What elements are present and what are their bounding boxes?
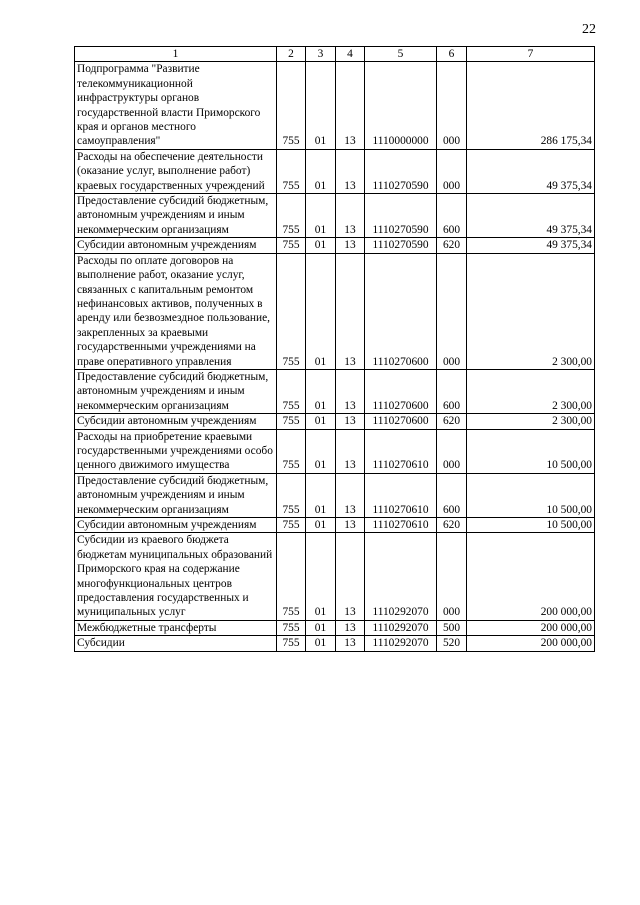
section-code-cell: 01: [306, 620, 336, 635]
section-code-cell: 01: [306, 636, 336, 651]
row-name-cell: Расходы на приобретение краевыми государственными учреждениями особо ценного движимого имущества: [75, 429, 277, 473]
ministry-code-cell: 755: [277, 636, 306, 651]
row-name-cell: Субсидии автономным учреждениям: [75, 414, 277, 429]
subsection-code-cell: 13: [336, 414, 365, 429]
ministry-code-cell: 755: [277, 620, 306, 635]
subsection-code-cell: 13: [336, 149, 365, 193]
ministry-code-cell: 755: [277, 62, 306, 149]
table-row: [75, 518, 595, 533]
ministry-code-cell: 755: [277, 238, 306, 253]
section-code-cell: 01: [306, 238, 336, 253]
ministry-code-cell: 755: [277, 429, 306, 473]
amount-cell: 2 300,00: [467, 253, 595, 369]
ministry-code-cell: 755: [277, 149, 306, 193]
amount-cell: 49 375,34: [467, 238, 595, 253]
table-body: [75, 62, 595, 651]
amount-cell: 49 375,34: [467, 149, 595, 193]
amount-cell: 286 175,34: [467, 62, 595, 149]
table-row: [75, 194, 595, 238]
header-row: [75, 47, 595, 62]
section-code-cell: 01: [306, 253, 336, 369]
target-article-cell: 1110000000: [365, 62, 437, 149]
section-code-cell: 01: [306, 429, 336, 473]
subsection-code-cell: 13: [336, 518, 365, 533]
amount-cell: 200 000,00: [467, 533, 595, 620]
expense-type-cell: 000: [437, 429, 467, 473]
subsection-code-cell: 13: [336, 238, 365, 253]
expense-type-cell: 000: [437, 62, 467, 149]
amount-cell: 200 000,00: [467, 620, 595, 635]
amount-cell: 2 300,00: [467, 369, 595, 413]
target-article-cell: 1110270610: [365, 473, 437, 517]
table-row: [75, 253, 595, 369]
subsection-code-cell: 13: [336, 194, 365, 238]
amount-cell: 2 300,00: [467, 414, 595, 429]
ministry-code-cell: 755: [277, 473, 306, 517]
amount-cell: 49 375,34: [467, 194, 595, 238]
row-name-cell: Субсидии из краевого бюджета бюджетам муниципальных образований Приморского края на содержание многофункциональных центров предоставления государственных и муниципальных услуг: [75, 533, 277, 620]
expense-type-cell: 600: [437, 194, 467, 238]
expense-type-cell: 000: [437, 253, 467, 369]
target-article-cell: 1110292070: [365, 636, 437, 651]
row-name-cell: Расходы по оплате договоров на выполнение работ, оказание услуг, связанных с капитальным ремонтом нефинансовых активов, полученных в аренду или безвозмездное пользование, закрепленных за краевыми государственными учреждениями на праве оперативного управления: [75, 253, 277, 369]
amount-cell: 200 000,00: [467, 636, 595, 651]
column-header: 4: [336, 47, 365, 62]
section-code-cell: 01: [306, 62, 336, 149]
subsection-code-cell: 13: [336, 473, 365, 517]
expense-type-cell: 620: [437, 414, 467, 429]
table-row: [75, 473, 595, 517]
amount-cell: 10 500,00: [467, 473, 595, 517]
subsection-code-cell: 13: [336, 62, 365, 149]
row-name-cell: Субсидии: [75, 636, 277, 651]
column-header: 2: [277, 47, 306, 62]
column-header: 6: [437, 47, 467, 62]
amount-cell: 10 500,00: [467, 518, 595, 533]
subsection-code-cell: 13: [336, 620, 365, 635]
amount-cell: 10 500,00: [467, 429, 595, 473]
target-article-cell: 1110270600: [365, 369, 437, 413]
target-article-cell: 1110270600: [365, 253, 437, 369]
page-number: 22: [582, 22, 596, 37]
section-code-cell: 01: [306, 149, 336, 193]
section-code-cell: 01: [306, 369, 336, 413]
column-header: 7: [467, 47, 595, 62]
target-article-cell: 1110270610: [365, 518, 437, 533]
column-header: 5: [365, 47, 437, 62]
subsection-code-cell: 13: [336, 253, 365, 369]
row-name-cell: Предоставление субсидий бюджетным, автономным учреждениям и иным некоммерческим организациям: [75, 194, 277, 238]
subsection-code-cell: 13: [336, 533, 365, 620]
expense-type-cell: 520: [437, 636, 467, 651]
row-name-cell: Межбюджетные трансферты: [75, 620, 277, 635]
expense-type-cell: 620: [437, 238, 467, 253]
expense-type-cell: 000: [437, 149, 467, 193]
target-article-cell: 1110292070: [365, 533, 437, 620]
table-row: [75, 414, 595, 429]
section-code-cell: 01: [306, 533, 336, 620]
row-name-cell: Субсидии автономным учреждениям: [75, 518, 277, 533]
table-row: [75, 369, 595, 413]
ministry-code-cell: 755: [277, 194, 306, 238]
section-code-cell: 01: [306, 518, 336, 533]
expense-type-cell: 600: [437, 369, 467, 413]
subsection-code-cell: 13: [336, 429, 365, 473]
ministry-code-cell: 755: [277, 253, 306, 369]
ministry-code-cell: 755: [277, 518, 306, 533]
expense-type-cell: 500: [437, 620, 467, 635]
column-header: 3: [306, 47, 336, 62]
table-row: [75, 636, 595, 651]
expense-type-cell: 620: [437, 518, 467, 533]
row-name-cell: Подпрограмма "Развитие телекоммуникационной инфраструктуры органов государственной власти Приморского края и органов местного самоуправления": [75, 62, 277, 149]
table-row: [75, 149, 595, 193]
section-code-cell: 01: [306, 414, 336, 429]
table-row: [75, 533, 595, 620]
target-article-cell: 1110270600: [365, 414, 437, 429]
row-name-cell: Расходы на обеспечение деятельности (оказание услуг, выполнение работ) краевых государственных учреждений: [75, 149, 277, 193]
table-row: [75, 620, 595, 635]
column-header: 1: [75, 47, 277, 62]
target-article-cell: 1110270590: [365, 149, 437, 193]
row-name-cell: Субсидии автономным учреждениям: [75, 238, 277, 253]
ministry-code-cell: 755: [277, 414, 306, 429]
expense-type-cell: 600: [437, 473, 467, 517]
ministry-code-cell: 755: [277, 533, 306, 620]
table-row: [75, 429, 595, 473]
row-name-cell: Предоставление субсидий бюджетным, автономным учреждениям и иным некоммерческим организациям: [75, 369, 277, 413]
table-row: [75, 238, 595, 253]
budget-table: [74, 46, 595, 652]
table-row: [75, 62, 595, 149]
target-article-cell: 1110270610: [365, 429, 437, 473]
ministry-code-cell: 755: [277, 369, 306, 413]
row-name-cell: Предоставление субсидий бюджетным, автономным учреждениям и иным некоммерческим организациям: [75, 473, 277, 517]
target-article-cell: 1110292070: [365, 620, 437, 635]
subsection-code-cell: 13: [336, 369, 365, 413]
subsection-code-cell: 13: [336, 636, 365, 651]
expense-type-cell: 000: [437, 533, 467, 620]
section-code-cell: 01: [306, 473, 336, 517]
target-article-cell: 1110270590: [365, 238, 437, 253]
section-code-cell: 01: [306, 194, 336, 238]
target-article-cell: 1110270590: [365, 194, 437, 238]
